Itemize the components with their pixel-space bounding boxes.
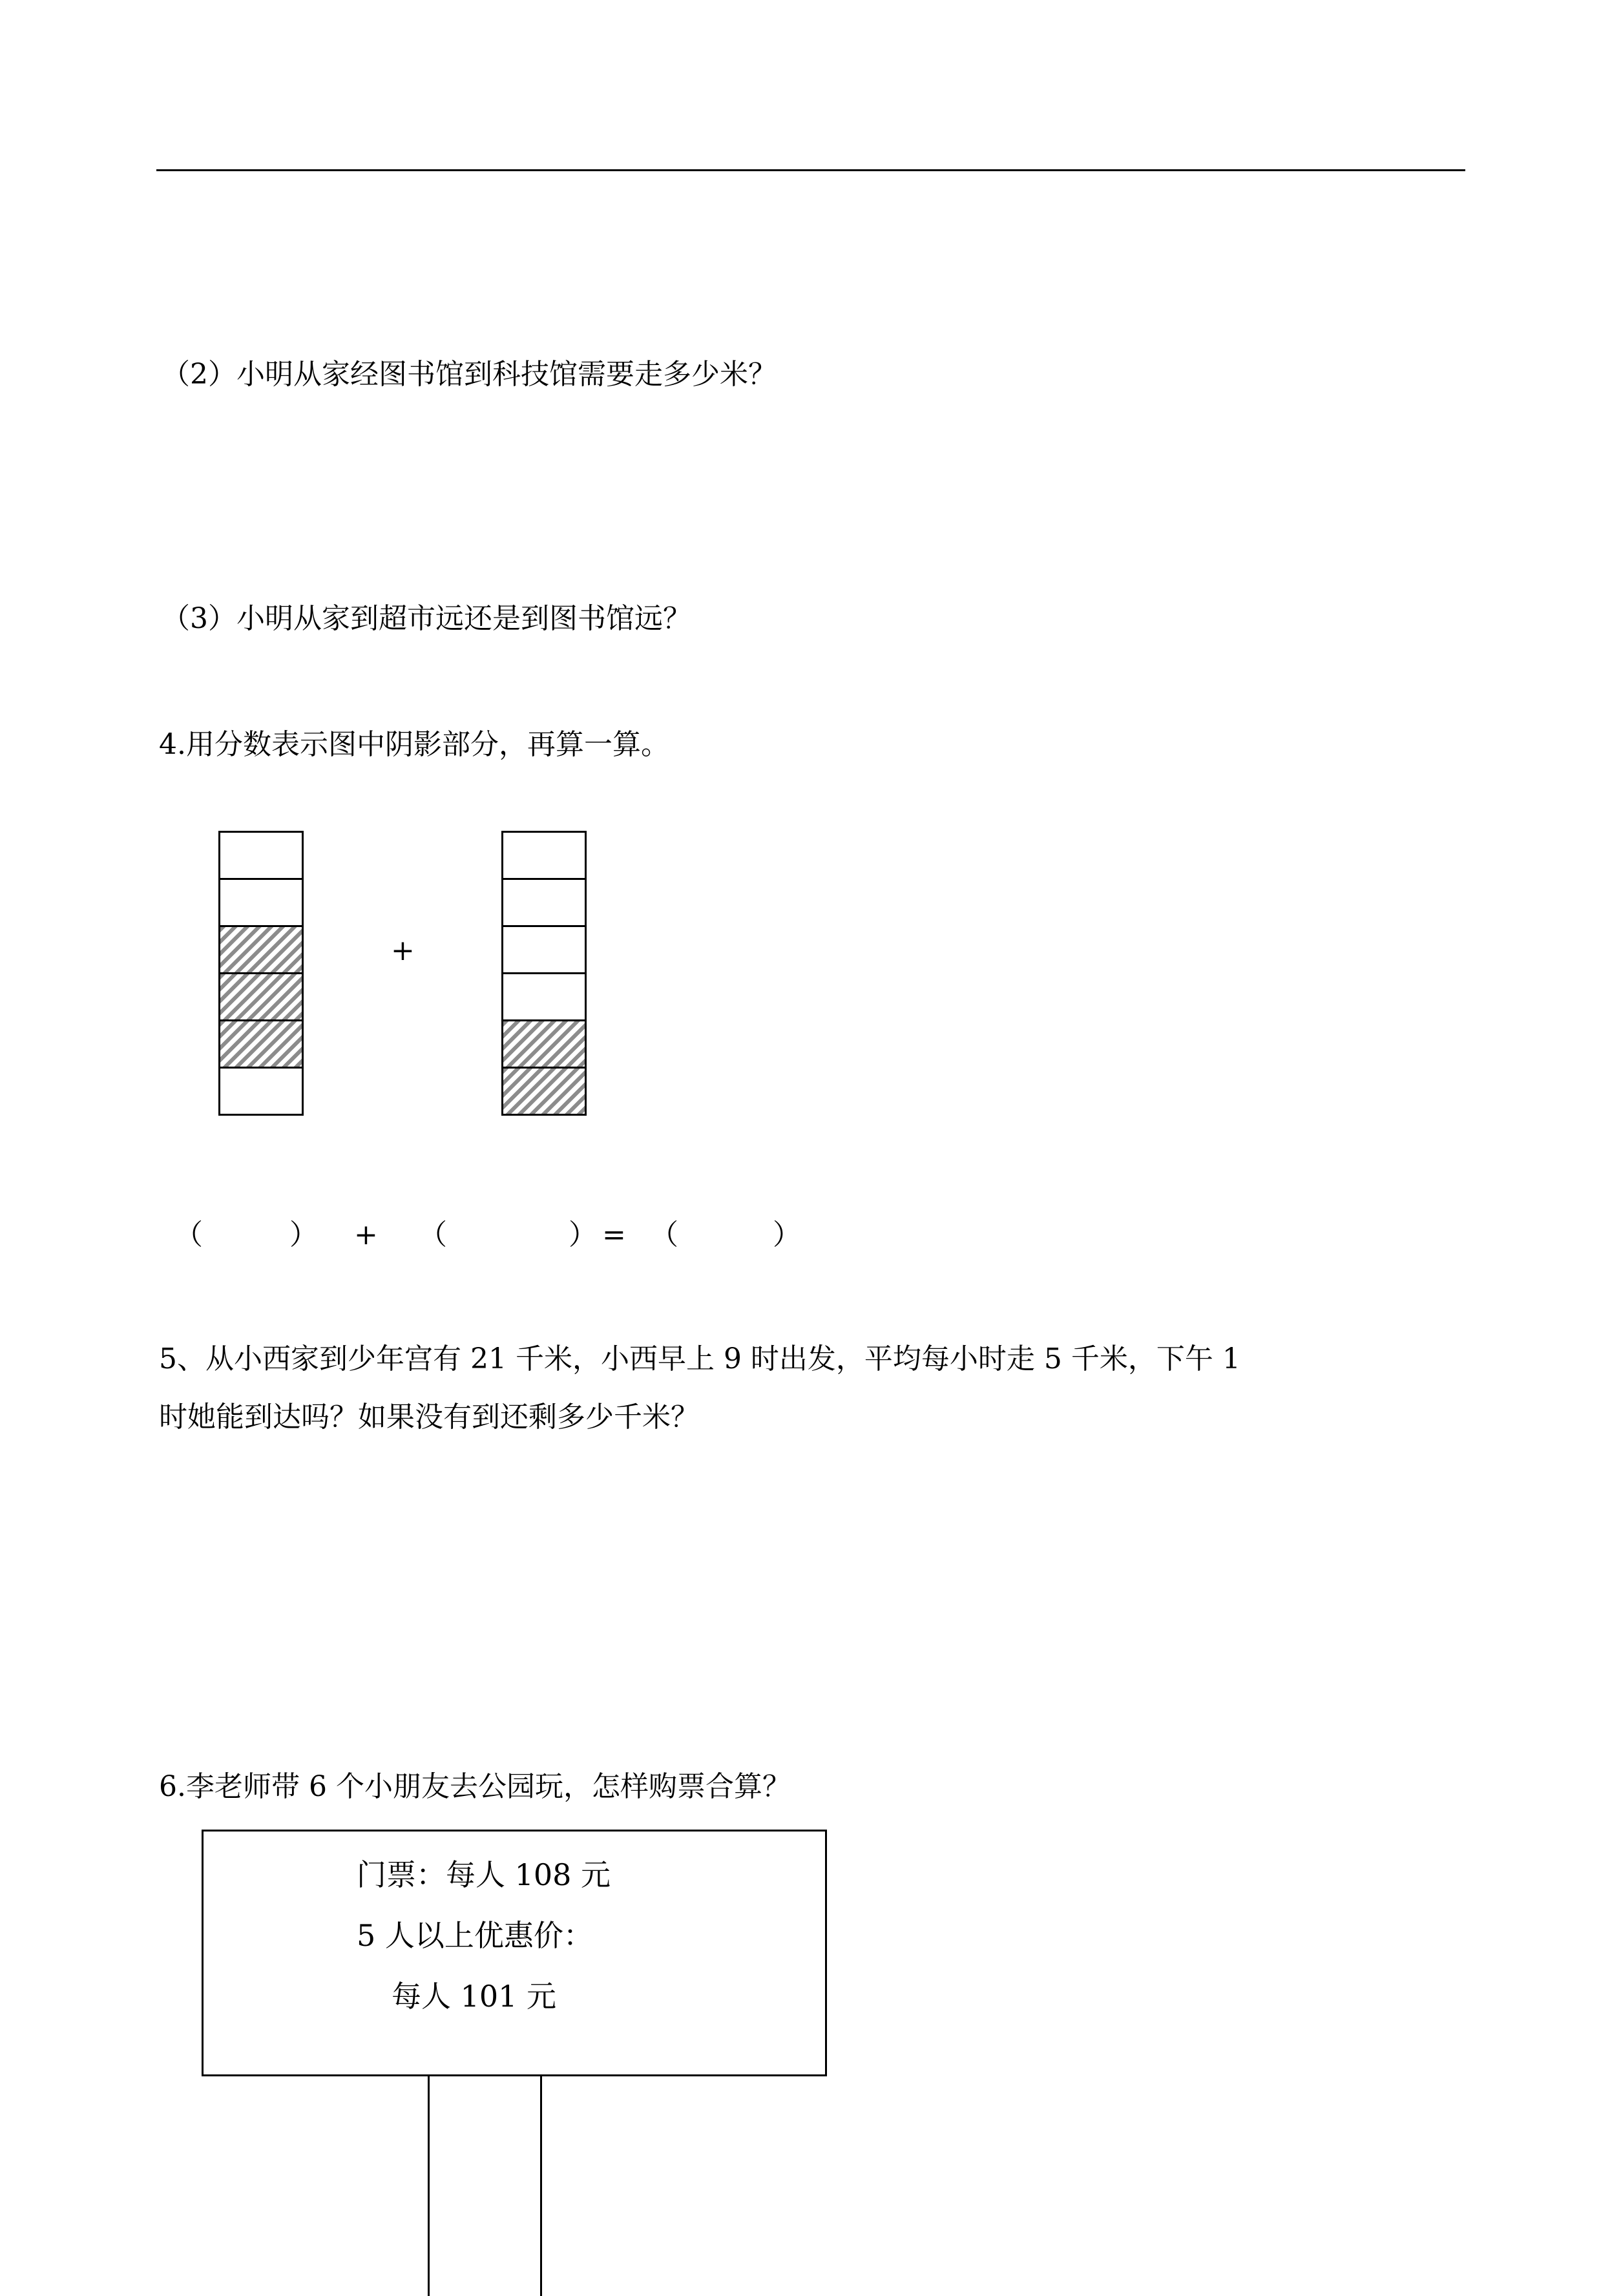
question-5-line-2: 时她能到达吗？如果没有到还剩多少千米？ <box>159 1401 699 1434</box>
empty-cell <box>501 925 587 974</box>
right-fraction-strip <box>501 831 587 1116</box>
sign-discount-price: 每人 101 元 <box>392 1979 557 2014</box>
empty-cell <box>501 878 587 927</box>
answer-blank-1-open: （ <box>174 1218 203 1251</box>
shaded-cell <box>501 1019 587 1069</box>
sign-discount-condition: 5 人以上优惠价： <box>357 1918 593 1953</box>
answer-blank-3-open: （ <box>650 1218 678 1251</box>
sign-ticket-price: 门票：每人 108 元 <box>357 1857 611 1892</box>
left-fraction-strip <box>218 831 304 1116</box>
plus-sign: + <box>391 934 415 967</box>
shaded-cell <box>501 1067 587 1116</box>
empty-cell <box>218 1067 304 1116</box>
equation-plus: + <box>354 1218 378 1251</box>
question-4-prompt: 4.用分数表示图中阴影部分，再算一算。 <box>159 728 669 761</box>
question-3-part-2: （2）小明从家经图书馆到科技馆需要走多少米？ <box>162 358 777 391</box>
answer-blank-1-close: ） <box>289 1218 318 1251</box>
empty-cell <box>501 831 587 880</box>
shaded-cell <box>218 1019 304 1069</box>
empty-cell <box>218 831 304 880</box>
answer-blank-2-open: （ <box>419 1218 447 1251</box>
equation-equals: = <box>602 1218 626 1251</box>
question-5-line-1: 5、从小西家到少年宫有 21 千米，小西早上 9 时出发，平均每小时走 5 千米，下午 1 <box>159 1342 1240 1375</box>
empty-cell <box>501 972 587 1021</box>
answer-blank-2-close: ） <box>569 1218 597 1251</box>
header-rule <box>156 169 1465 171</box>
empty-cell <box>218 878 304 927</box>
question-3-part-3: （3）小明从家到超市远还是到图书馆远？ <box>162 602 691 635</box>
answer-blank-3-close: ） <box>773 1218 801 1251</box>
sign-post-right <box>540 2076 542 2296</box>
shaded-cell <box>218 972 304 1021</box>
shaded-cell <box>218 925 304 974</box>
sign-post-left <box>428 2076 430 2296</box>
question-6-prompt: 6.李老师带 6 个小朋友去公园玩，怎样购票合算？ <box>159 1770 791 1803</box>
